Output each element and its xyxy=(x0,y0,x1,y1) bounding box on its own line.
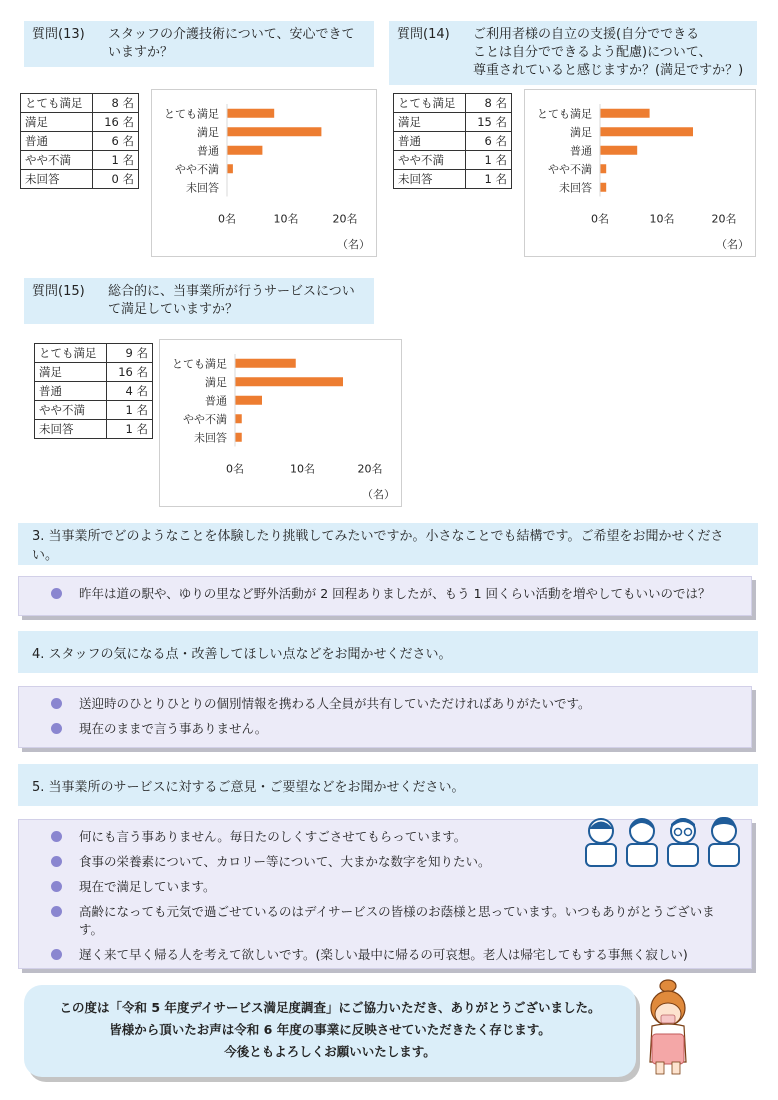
table-row xyxy=(394,170,512,189)
question-15-heading xyxy=(24,278,374,324)
question-14-bar-chart xyxy=(524,89,756,257)
table-row xyxy=(21,151,139,170)
bar xyxy=(600,164,606,173)
question-15-tally-table xyxy=(34,343,153,439)
category-label: 普通 xyxy=(205,394,227,408)
tally-label: やや不満 xyxy=(35,401,107,420)
answer-list xyxy=(19,687,751,751)
unit-label: （名） xyxy=(337,238,370,251)
tally-value: 1 名 xyxy=(93,151,139,170)
section-5-heading xyxy=(18,764,758,806)
question-14-heading xyxy=(389,21,757,85)
tally-label: 普通 xyxy=(35,382,107,401)
section-title: 5. 当事業所のサービスに対するご意見・ご要望などをお聞かせください。 xyxy=(32,779,465,795)
tally-label: やや不満 xyxy=(21,151,93,170)
tally-value: 4 名 xyxy=(107,382,153,401)
section-4-answers xyxy=(18,686,752,748)
section-title: 4. スタッフの気になる点・改善してほしい点などをお聞かせください。 xyxy=(32,646,452,662)
tick-label: 20名 xyxy=(332,212,358,226)
tally-value: 15 名 xyxy=(466,113,512,132)
list-item: 高齢になっても元気で過ごせているのはデイサービスの皆様のお蔭様と思っています。いつもありがとうございます。 xyxy=(51,903,731,939)
tally-label: 未回答 xyxy=(394,170,466,189)
list-item: 送迎時のひとりひとりの個別情報を携わる人全員が共有していただければありがたいです。 xyxy=(51,695,731,713)
tick-label: 10名 xyxy=(290,462,315,476)
tally-value: 6 名 xyxy=(466,132,512,151)
bar-chart-svg xyxy=(160,340,403,508)
tick-label: 0名 xyxy=(226,462,244,476)
answer-list xyxy=(19,577,751,616)
category-label: 未回答 xyxy=(194,431,227,445)
tally-label: とても満足 xyxy=(21,94,93,113)
table-row xyxy=(21,113,139,132)
table-row xyxy=(394,94,512,113)
table-row xyxy=(21,94,139,113)
question-13-bar-chart xyxy=(151,89,377,257)
bar xyxy=(227,146,262,155)
tally-label: 満足 xyxy=(394,113,466,132)
question-14-tally-table xyxy=(393,93,512,189)
tally-value: 1 名 xyxy=(466,151,512,170)
question-13-tally-table xyxy=(20,93,139,189)
tally-label: やや不満 xyxy=(394,151,466,170)
tally-value: 8 名 xyxy=(466,94,512,113)
category-label: とても満足 xyxy=(537,107,592,121)
closing-line: 今後ともよろしくお願いいたします。 xyxy=(224,1044,436,1059)
section-3-heading xyxy=(18,523,758,565)
tally-label: 未回答 xyxy=(35,420,107,439)
tally-label: とても満足 xyxy=(35,344,107,363)
list-item: 何にも言う事ありません。毎日たのしくすごさせてもらっています。 xyxy=(51,828,731,846)
table-row xyxy=(35,344,153,363)
category-label: やや不満 xyxy=(548,162,592,176)
bar xyxy=(600,127,693,136)
table-row xyxy=(21,170,139,189)
category-label: やや不満 xyxy=(183,412,227,426)
category-label: とても満足 xyxy=(172,357,227,371)
tally-value: 1 名 xyxy=(107,401,153,420)
bar xyxy=(600,109,650,118)
tally-value: 0 名 xyxy=(93,170,139,189)
bar xyxy=(600,146,637,155)
category-label: とても満足 xyxy=(164,107,219,121)
tally-label: とても満足 xyxy=(394,94,466,113)
closing-line: 皆様から頂いたお声は令和 6 年度の事業に反映させていただきたく存じます。 xyxy=(109,1022,551,1037)
tally-label: 満足 xyxy=(35,363,107,382)
list-item: 昨年は道の駅や、ゆりの里など野外活動が 2 回程ありましたが、もう 1 回くらい活動を増やしてもいいのでは？ xyxy=(51,585,731,603)
bar xyxy=(235,414,242,423)
question-text: スタッフの介護技術について、安心できて いますか？ xyxy=(108,27,355,60)
list-item: 現在で満足しています。 xyxy=(51,878,731,896)
tick-label: 0名 xyxy=(218,212,236,226)
table-row xyxy=(21,132,139,151)
table-row xyxy=(394,132,512,151)
tick-label: 20名 xyxy=(357,462,383,476)
category-label: 普通 xyxy=(197,144,219,158)
category-label: 未回答 xyxy=(186,181,219,195)
section-4-heading xyxy=(18,631,758,673)
tick-label: 10名 xyxy=(649,212,675,226)
bar xyxy=(235,396,262,405)
tally-value: 9 名 xyxy=(107,344,153,363)
bar xyxy=(227,164,233,173)
unit-label: （名） xyxy=(362,488,395,501)
bar xyxy=(600,183,606,192)
question-number: 質問(13) xyxy=(32,27,85,42)
list-item: 食事の栄養素について、カロリー等について、大まかな数字を知りたい。 xyxy=(51,853,731,871)
people-illustration-icon xyxy=(578,812,748,868)
table-row xyxy=(35,420,153,439)
closing-message xyxy=(24,985,636,1077)
category-label: 普通 xyxy=(570,144,592,158)
list-item: 遅く来て早く帰る人を考えて欲しいです。(楽しい最中に帰るの可哀想。老人は帰宅してもする事無く寂しい) xyxy=(51,946,731,964)
tally-value: 16 名 xyxy=(107,363,153,382)
bar xyxy=(235,433,242,442)
tick-label: 10名 xyxy=(273,212,299,226)
question-text: ご利用者様の自立の支援(自分でできる ことは自分でできるよう配慮)について、 尊重されていると感じますか？(満足ですか？) xyxy=(473,27,744,78)
question-number: 質問(14) xyxy=(397,27,450,42)
bar xyxy=(227,109,274,118)
table-row xyxy=(35,382,153,401)
tally-value: 8 名 xyxy=(93,94,139,113)
category-label: 未回答 xyxy=(559,181,592,195)
tally-label: 満足 xyxy=(21,113,93,132)
question-text: 総合的に、当事業所が行うサービスについ て満足していますか？ xyxy=(108,284,355,317)
table-row xyxy=(394,113,512,132)
table-row xyxy=(394,151,512,170)
question-number: 質問(15) xyxy=(32,284,85,299)
tick-label: 20名 xyxy=(711,212,737,226)
section-3-answers xyxy=(18,576,752,616)
unit-label: （名） xyxy=(716,238,749,251)
category-label: 満足 xyxy=(205,375,227,389)
tally-label: 未回答 xyxy=(21,170,93,189)
question-13-heading xyxy=(24,21,374,67)
category-label: やや不満 xyxy=(175,162,219,176)
question-15-bar-chart xyxy=(159,339,402,507)
section-title: 3. 当事業所でどのようなことを体験したり挑戦してみたいですか。小さなことでも結構です。ご希望をお聞かせください。 xyxy=(32,529,724,563)
table-row xyxy=(35,401,153,420)
bar-chart-svg xyxy=(152,90,378,258)
category-label: 満足 xyxy=(197,125,219,139)
tally-value: 16 名 xyxy=(93,113,139,132)
bar xyxy=(235,377,343,386)
table-row xyxy=(35,363,153,382)
tick-label: 0名 xyxy=(591,212,609,226)
bowing-staff-illustration-icon xyxy=(628,974,708,1078)
tally-value: 1 名 xyxy=(107,420,153,439)
category-label: 満足 xyxy=(570,125,592,139)
tally-label: 普通 xyxy=(394,132,466,151)
bar xyxy=(235,359,296,368)
tally-label: 普通 xyxy=(21,132,93,151)
bar-chart-svg xyxy=(525,90,757,258)
list-item: 現在のままで言う事ありません。 xyxy=(51,720,731,738)
closing-line: この度は「令和 5 年度デイサービス満足度調査」にご協力いただき、ありがとうございました。 xyxy=(59,1000,601,1015)
tally-value: 1 名 xyxy=(466,170,512,189)
bar xyxy=(227,127,321,136)
tally-value: 6 名 xyxy=(93,132,139,151)
